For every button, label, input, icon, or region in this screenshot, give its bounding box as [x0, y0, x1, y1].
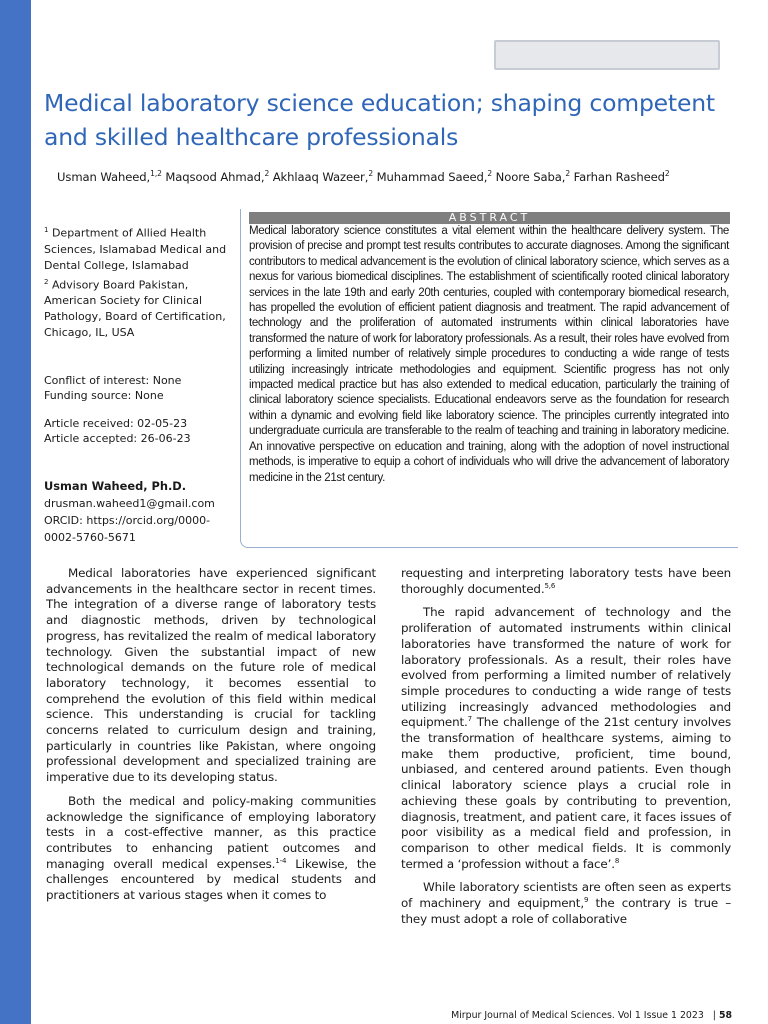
conflict-of-interest: Conflict of interest: None — [44, 374, 182, 387]
author: Noore Saba, — [492, 169, 566, 184]
citation: 8 — [614, 856, 620, 865]
body-column-left — [46, 566, 376, 912]
abstract-text: Medical laboratory science constitutes a vital element within the healthcare delivery system. The provision of precise and prompt test results contributes to accurate diagnoses. Among the significant contributors to medical advancement is the evolution of clinical laboratory science, which serves as a nexus for various biomedical disciplines. The establishment of scientifically rooted clinical laboratory services in the late 19th and early 20th centuries, coupled with contemporary biomedical research, has propelled the evolution of efficient patient diagnosis and treatment. The rapid advancement of technology and the proliferation of automated instruments within clinical laboratories have transformed the nature of work for laboratory professionals. As a result, their roles have evolved from performing a limited number of relatively simple procedures to conducting a wide range of tests utilizing increasingly intricate methodologies and equipment. Scientific progress has not only impacted medical practice but has also extended to medical education, particularly the training of clinical laboratory science specialists. Educational endeavors serve as the foundation for research within a dynamic and evolving field like laboratory science. The principles currently integrated into undergraduate curricula are transferable to the realm of teaching and training in laboratory medicine. An innovative perspective on education and training, along with the adoption of novel instructional methods, is imperative to equip a cohort of individuals who will drive the advancement of laboratory medicine in the 21st century. — [249, 225, 729, 484]
corresponding-orcid[interactable]: ORCID: https://orcid.org/0000-0002-5760-5671 — [44, 514, 211, 544]
body-paragraph — [401, 605, 731, 872]
author-sup: 2 — [487, 169, 493, 178]
affiliation-sup: 1 — [44, 226, 49, 234]
body-text: requesting and interpreting laboratory tests have been thoroughly documented. — [401, 566, 731, 596]
body-paragraph — [401, 880, 731, 927]
abstract-box — [240, 209, 738, 548]
author-sup: 1,2 — [150, 169, 162, 178]
citation: 1-4 — [275, 856, 287, 865]
affiliations — [44, 222, 234, 341]
citation: 7 — [467, 715, 472, 724]
author-list — [57, 166, 747, 185]
corresponding-author — [44, 478, 234, 546]
body-column-right — [401, 566, 731, 935]
author: Muhammad Saeed, — [372, 169, 488, 184]
author-sup: 2 — [664, 169, 670, 178]
affiliation-1 — [44, 222, 234, 274]
article-dates — [44, 417, 234, 446]
abstract-heading: ABSTRACT — [249, 212, 730, 224]
received-date: Article received: 02-05-23 — [44, 417, 188, 430]
citation: 9 — [583, 896, 589, 905]
author-sup: 2 — [565, 169, 571, 178]
left-accent-bar — [0, 0, 31, 1024]
page-footer — [451, 1010, 732, 1021]
affiliation-text: Advisory Board Pakistan, American Society for Clinical Pathology, Board of Certification, Chicago, IL, USA — [44, 278, 226, 340]
author-sup: 2 — [368, 169, 373, 178]
body-text: The rapid advancement of technology and the proliferation of automated instruments within clinical laboratories have transformed the nature of work for laboratory professionals. As a result, their roles have evolved from performing a limited number of relatively simple procedures to conducting a wide range of tests utilizing increasingly advanced methodologies and equipment. — [401, 605, 731, 730]
journal-name: Mirpur Journal of Medical Sciences. Vol 1 Issue 1 2023 — [451, 1010, 704, 1021]
body-text: Both the medical and policy-making communities acknowledge the significance of employing laboratory tests in a cost-effective manner, as this practice contributes to enhancing patient outcomes and managing overall medical expenses. — [46, 793, 376, 871]
body-text: The challenge of the 21st century involves the transformation of healthcare systems, aiming to make them productive, proficient, time bound, unbiased, and centered around patients. Even though clinical laboratory science plays a crucial role in achieving these goals by contributing to prevention, diagnosis, treatment, and patient care, it faces issues of poor visibility as a medical field and profession, in comparison to other medical fields. It is commonly termed a ‘profession without a face’. — [401, 715, 731, 871]
corresponding-email[interactable]: drusman.waheed1@gmail.com — [44, 497, 215, 510]
body-text: Likewise, the challenges encountered by medical students and practitioners at various stages when it comes to — [46, 856, 376, 903]
article-title: Medical laboratory science education; shaping competent and skilled healthcare professionals — [44, 89, 715, 151]
affiliation-text: Department of Allied Health Sciences, Islamabad Medical and Dental College, Islamabad — [44, 226, 227, 272]
page-number: 58 — [718, 1010, 732, 1021]
funding-source: Funding source: None — [44, 388, 164, 402]
author: Maqsood Ahmad, — [161, 169, 265, 184]
accepted-date: Article accepted: 26-06-23 — [44, 431, 191, 445]
declarations — [44, 374, 234, 403]
body-paragraph — [46, 794, 376, 904]
body-paragraph: Medical laboratories have experienced significant advancements in the healthcare sector in recent times. The integration of a diverse range of laboratory tests and diagnostic methods, driven by technological progress, has revitalized the realm of medical laboratory technology. Given the substantial impact of new technological demands on the future role of medical laboratory technology, it becomes essential to comprehend the evolution of this field within medical science. This understanding is crucial for tackling concerns related to curriculum design and training, particularly in countries like Pakistan, where ongoing professional development and specialized training are imperative due to its developing status. — [46, 566, 376, 785]
author: Usman Waheed, — [57, 169, 151, 184]
affiliation-sup: 2 — [44, 277, 49, 286]
body-text: While laboratory scientists are often seen as experts of machinery and equipment, — [401, 880, 731, 911]
citation: 5,6 — [544, 581, 556, 590]
body-text: the contrary is true – they must adopt a role of collaborative — [401, 896, 732, 926]
author: Farhan Rasheed — [570, 169, 665, 184]
author-sup: 2 — [264, 169, 270, 178]
body-paragraph — [401, 566, 731, 597]
corresponding-name: Usman Waheed, Ph.D. — [44, 479, 187, 493]
author: Akhlaaq Wazeer, — [269, 169, 369, 184]
affiliation-2 — [44, 274, 234, 342]
footer-separator: | — [712, 1010, 716, 1021]
header-placeholder-box — [494, 40, 720, 70]
